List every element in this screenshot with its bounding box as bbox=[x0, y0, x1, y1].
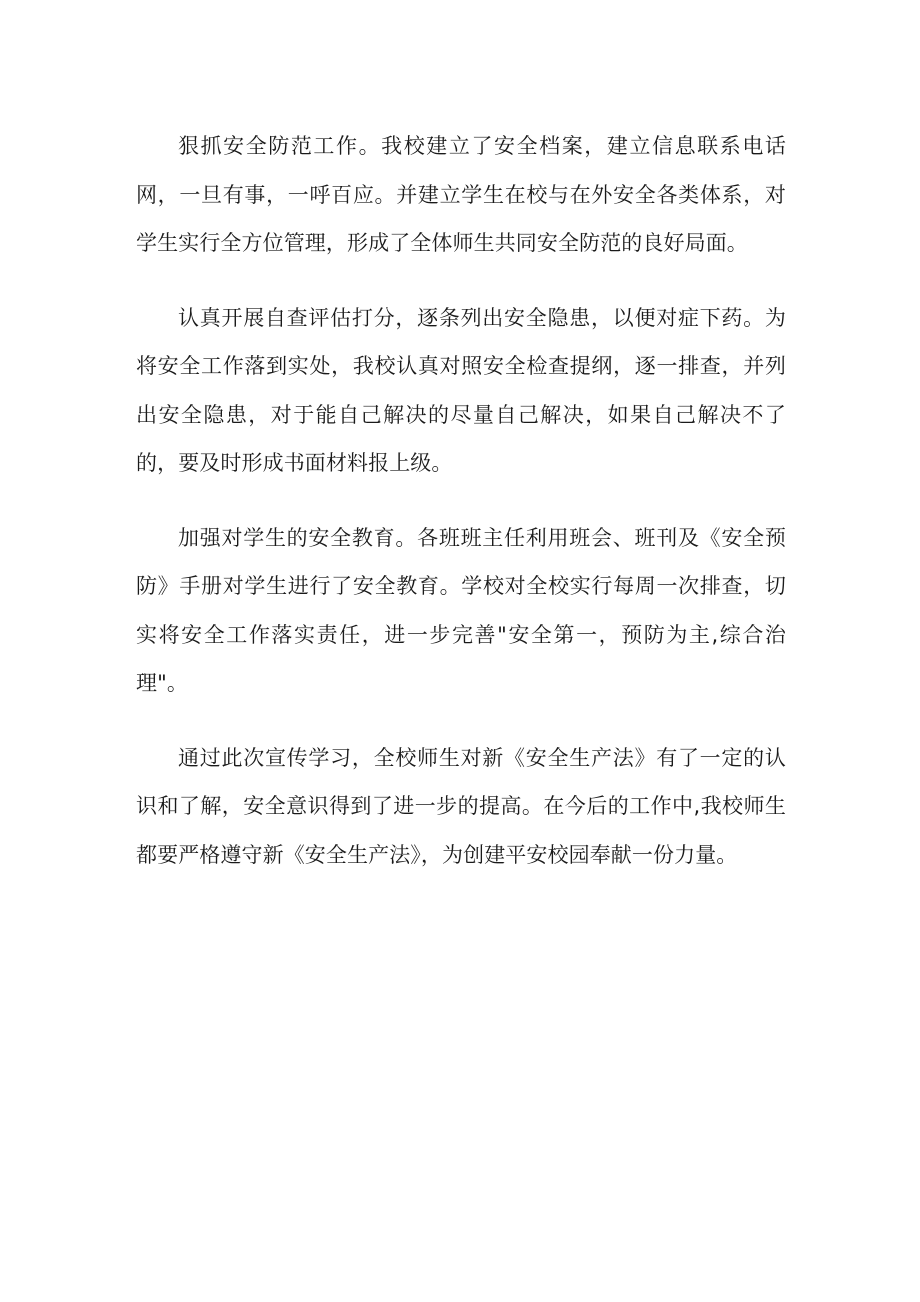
document-body bbox=[136, 122, 786, 905]
paragraph-self-inspection: 认真开展自查评估打分，逐条列出安全隐患，以便对症下药。为将安全工作落到实处，我校认真对照安全检查提纲，逐一排查，并列出安全隐患，对于能自己解决的尽量自己解决，如果自己解决不了的，要及时形成书面材料报上级。 bbox=[136, 305, 786, 475]
paragraph-conclusion: 通过此次宣传学习，全校师生对新《安全生产法》有了一定的认识和了解，安全意识得到了进一步的提高。在今后的工作中,我校师生都要严格遵守新《安全生产法》，为创建平安校园奉献一份力量。 bbox=[136, 745, 786, 867]
paragraph-safety-education: 加强对学生的安全教育。各班班主任利用班会、班刊及《安全预防》手册对学生进行了安全教育。学校对全校实行每周一次排查，切实将安全工作落实责任，进一步完善"安全第一，预防为主,综合治理"。 bbox=[136, 525, 786, 695]
paragraph-safety-prevention: 狠抓安全防范工作。我校建立了安全档案，建立信息联系电话网，一旦有事，一呼百应。并建立学生在校与在外安全各类体系，对学生实行全方位管理，形成了全体师生共同安全防范的良好局面。 bbox=[136, 134, 786, 255]
